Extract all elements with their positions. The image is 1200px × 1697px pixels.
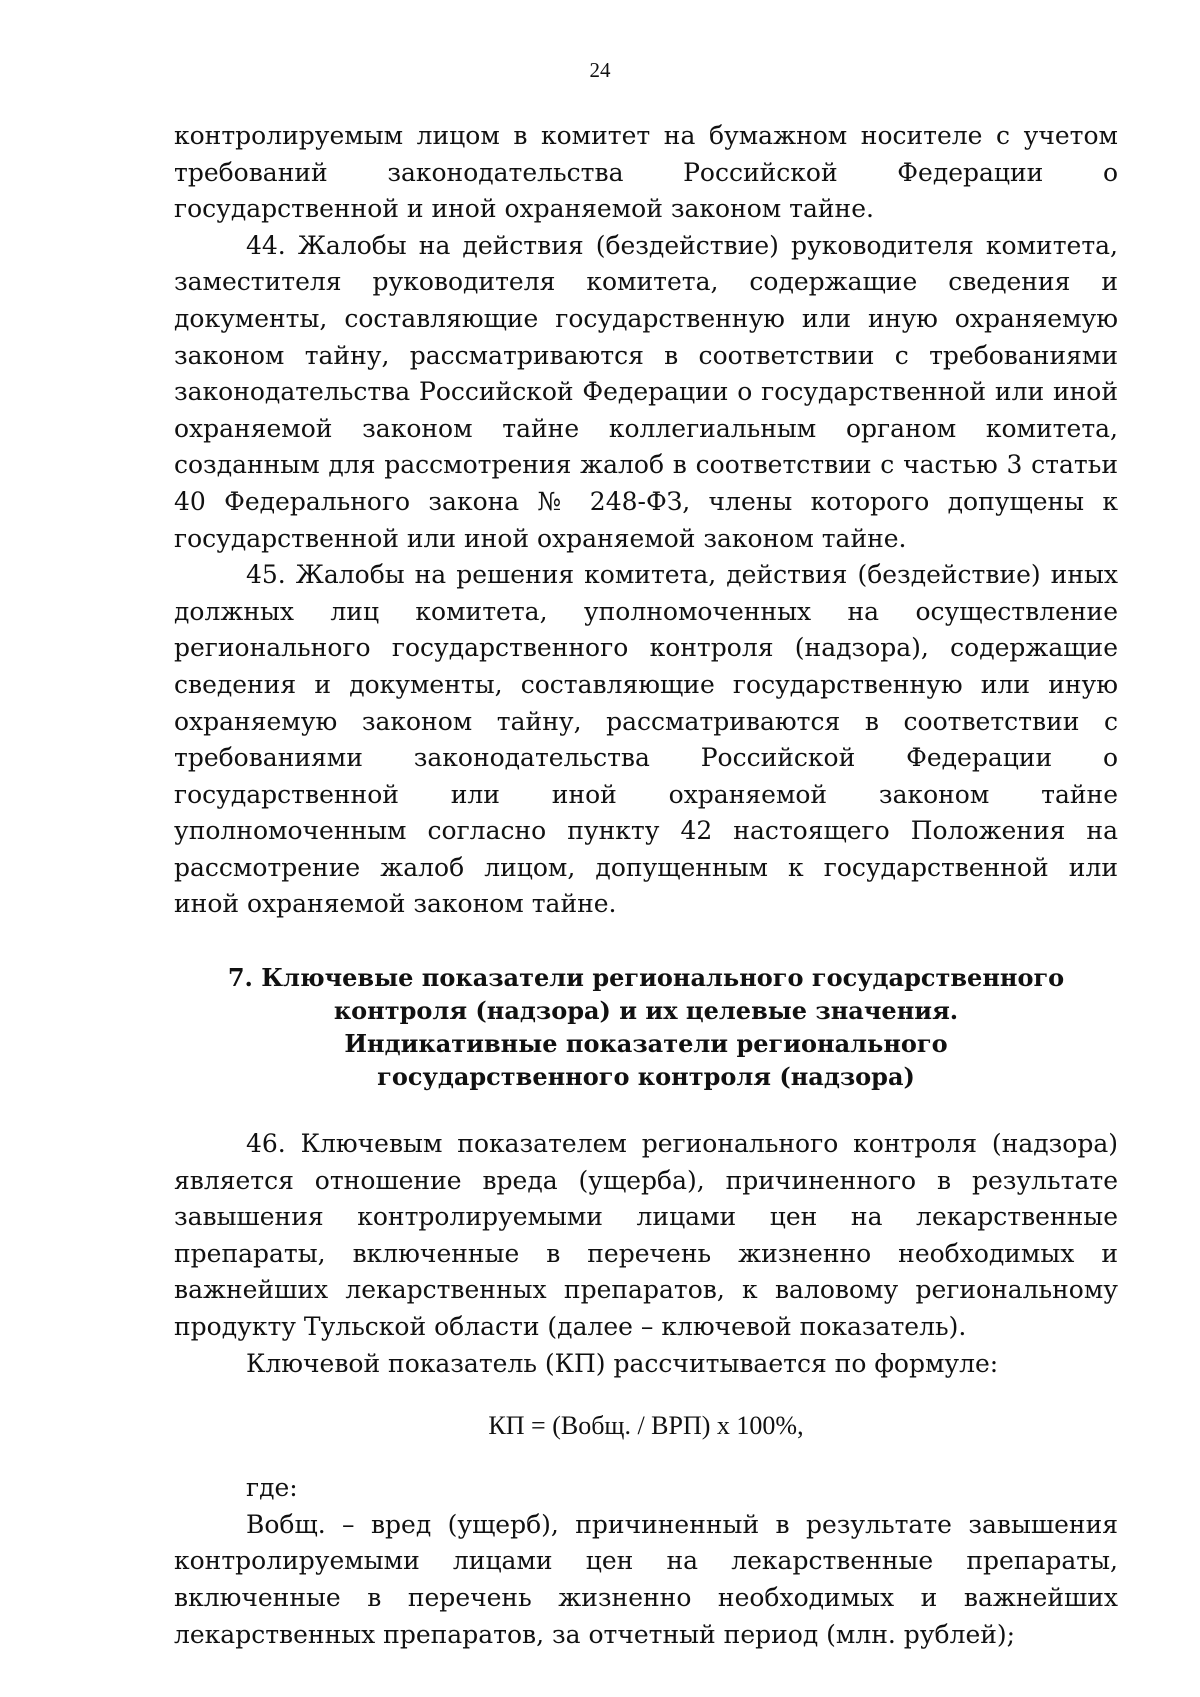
- section-heading: [174, 961, 1118, 1093]
- page-content: [174, 118, 1118, 1653]
- where-label: где:: [246, 1473, 298, 1503]
- paragraph-44: 44. Жалобы на действия (бездействие) руководителя комитета, заместителя руководителя комитета, содержащие сведения и документы, составляющие государственную или иную охраняемую законом тайну, рассматриваются в соответствии с требованиями законодательства Российской Федерации о государственной или иной охраняемой законом тайне коллегиальным органом комитета, созданным для рассмотрения жалоб в соответствии с частью 3 статьи 40 Федерального закона № 248-ФЗ, члены которого допущены к государственной или иной охраняемой законом тайне.: [174, 230, 1118, 553]
- formula-intro: Ключевой показатель (КП) рассчитывается по формуле:: [246, 1348, 999, 1378]
- paragraph-continuation: контролируемым лицом в комитет на бумажном носителе с учетом требований законодательства Российской Федерации о государственной и иной охраняемой законом тайне.: [174, 121, 1118, 224]
- definition-vobsch: Вобщ. – вред (ущерб), причиненный в результате завышения контролируемыми лицами цен на лекарственные препараты, включенные в перечень жизненно необходимых и важнейших лекарственных препаратов, за отчетный период (млн. рублей);: [174, 1509, 1118, 1649]
- page-number: 24: [589, 58, 611, 82]
- kp-formula: КП = (Вобщ. / ВРП) х 100%,: [488, 1411, 804, 1441]
- paragraph-46: 46. Ключевым показателем регионального контроля (надзора) является отношение вреда (ущерба), причиненного в результате завышения контролируемыми лицами цен на лекарственные препараты, включенные в перечень жизненно необходимых и важнейших лекарственных препаратов, к валовому региональному продукту Тульской области (далее – ключевой показатель).: [174, 1129, 1118, 1342]
- paragraph-45: 45. Жалобы на решения комитета, действия (бездействие) иных должных лиц комитета, уполномоченных на осуществление регионального государственного контроля (надзора), содержащие сведения и документы, составляющие государственную или иную охраняемую законом тайну, рассматриваются в соответствии с требованиями законодательства Российской Федерации о государственной или иной охраняемой законом тайне уполномоченным согласно пункту 42 настоящего Положения на рассмотрение жалоб лицом, допущенным к государственной или иной охраняемой законом тайне.: [174, 560, 1118, 919]
- section-heading-line: 7. Ключевые показатели регионального государственного: [227, 963, 1065, 993]
- section-heading-line: контроля (надзора) и их целевые значения.: [333, 996, 959, 1026]
- section-heading-line: государственного контроля (надзора): [377, 1062, 915, 1092]
- section-heading-line: Индикативные показатели регионального: [344, 1029, 948, 1059]
- heading-spacer: [174, 1093, 1118, 1126]
